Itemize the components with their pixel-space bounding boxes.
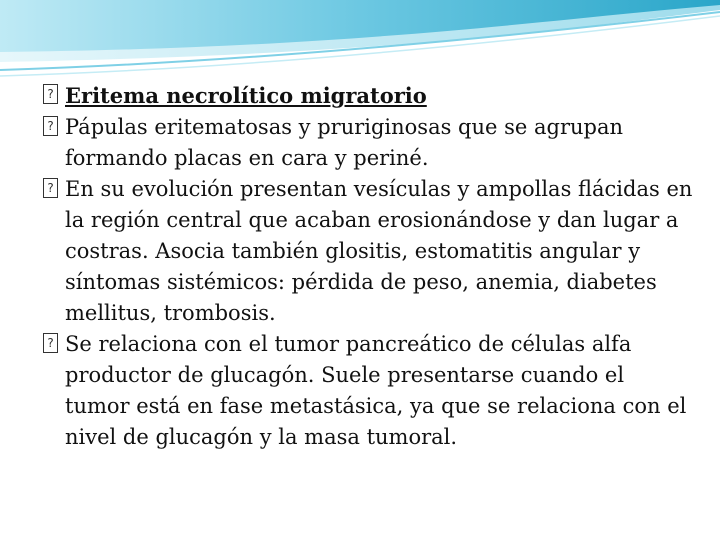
- bullet-icon: ?: [43, 333, 58, 353]
- bullet-icon: ?: [43, 178, 58, 198]
- bullet-item: [43, 329, 693, 453]
- bullet-text: Pápulas eritematosas y pruriginosas que se agrupan formando placas en cara y periné.: [65, 115, 624, 170]
- bullet-text: En su evolución presentan vesículas y ampollas flácidas en la región central que acaban erosionándose y dan lugar a costras. Asocia también glositis, estomatitis angular y síntomas sistémicos: pérdida de peso, anemia, diabetes mellitus, trombosis.: [65, 177, 693, 325]
- bullet-icon: ?: [43, 84, 58, 104]
- bullet-text: Se relaciona con el tumor pancreático de células alfa productor de glucagón. Suele presentarse cuando el tumor está en fase metastásica, ya que se relaciona con el nivel de glucagón y la masa tumoral.: [65, 332, 687, 449]
- slide-title-line: [43, 80, 693, 112]
- bullet-item: [43, 174, 693, 329]
- bullet-icon: ?: [43, 116, 58, 136]
- bullet-item: [43, 112, 693, 174]
- slide-content: [43, 80, 693, 453]
- slide-title: Eritema necrolítico migratorio: [65, 83, 427, 108]
